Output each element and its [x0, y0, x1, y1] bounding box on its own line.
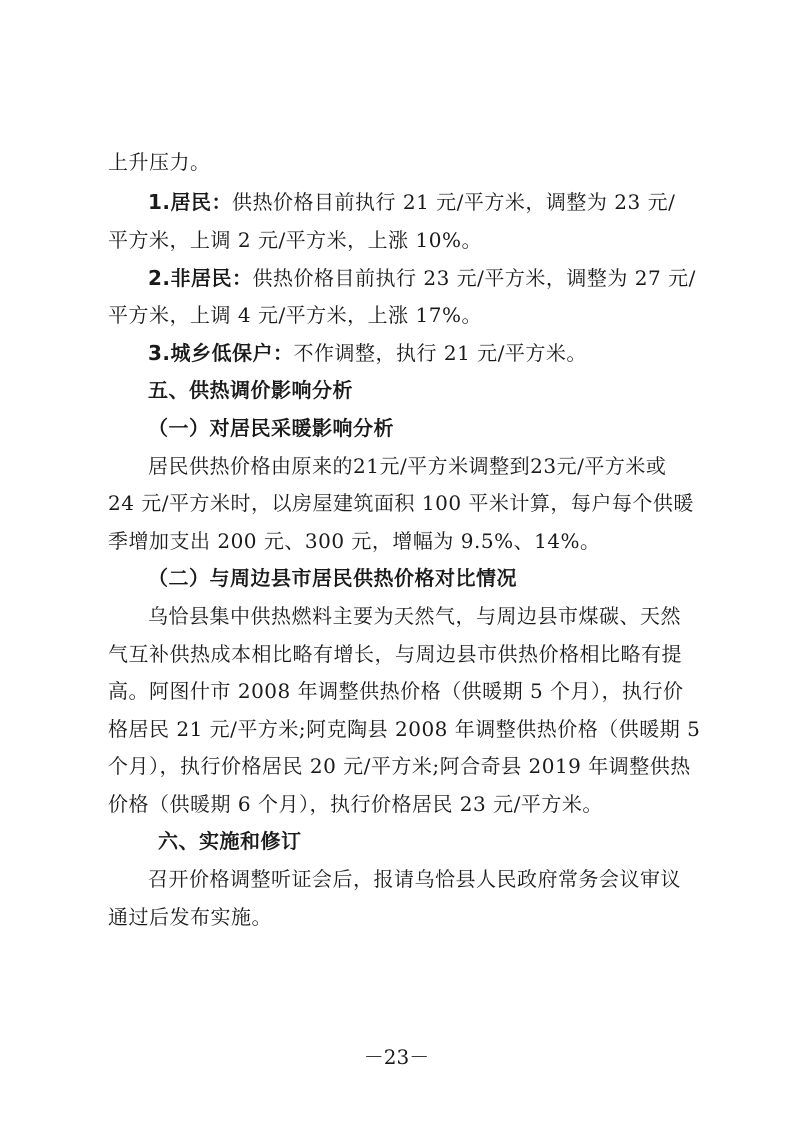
- heading-text: （一）对居民采暖影响分析: [148, 416, 394, 440]
- text-line: 乌恰县集中供热燃料主要为天然气，与周边县市煤碳、天然: [148, 604, 681, 628]
- paragraph-line-18: [108, 792, 708, 816]
- paragraph-line-13: [148, 604, 748, 628]
- item-resident: [148, 190, 706, 214]
- text-line: 气互补供热成本相比略有增长，与周边县市供热价格相比略有提: [108, 642, 682, 666]
- subsection-heading-1: [148, 416, 748, 440]
- item-label: 1.居民：: [148, 190, 233, 214]
- page-number: －23－: [363, 1045, 430, 1069]
- paragraph-line-3: [108, 228, 708, 252]
- item-text: 供热价格目前执行 23 元/平方米，调整为 27 元/: [252, 266, 696, 290]
- heading-text: 五、供热调价影响分析: [148, 378, 353, 402]
- paragraph-line-14: [108, 642, 708, 666]
- subsection-heading-2: [148, 566, 748, 590]
- paragraph-line-9: [148, 454, 748, 478]
- item-label: 3.城乡低保户：: [148, 341, 294, 365]
- text-line: 通过后发布实施。: [108, 905, 272, 929]
- paragraph-line-16: [108, 717, 708, 741]
- paragraph-line-5: [108, 303, 708, 327]
- paragraph-line-20: [148, 867, 748, 891]
- paragraph-line-21: [108, 905, 708, 929]
- text-line: 居民供热价格由原来的21元/平方米调整到23元/平方米或: [148, 454, 667, 478]
- paragraph-line-15: [108, 679, 708, 703]
- section-heading-6: [158, 829, 758, 853]
- paragraph-line-1: [108, 150, 708, 174]
- text-line: 召开价格调整听证会后，报请乌恰县人民政府常务会议审议: [148, 867, 681, 891]
- item-non-resident: [148, 266, 706, 290]
- paragraph-line-17: [108, 754, 708, 778]
- text-line: 高。阿图什市 2008 年调整供热价格（供暖期 5 个月），执行价: [108, 679, 684, 703]
- text-line: 个月），执行价格居民 20 元/平方米;阿合奇县 2019 年调整供热: [108, 754, 691, 778]
- text-line: 24 元/平方米时，以房屋建筑面积 100 平米计算，每户每个供暖: [108, 491, 694, 515]
- text-line: 平方米，上调 4 元/平方米，上涨 17%。: [108, 303, 482, 327]
- paragraph-line-10: [108, 491, 708, 515]
- item-low-income: [148, 341, 748, 365]
- item-label: 2.非居民：: [148, 266, 253, 290]
- section-heading-5: [148, 378, 748, 402]
- heading-text: 六、实施和修订: [158, 829, 302, 853]
- text-line: 格居民 21 元/平方米;阿克陶县 2008 年调整供热价格（供暖期 5: [108, 717, 701, 741]
- text-line: 价格（供暖期 6 个月），执行价格居民 23 元/平方米。: [108, 792, 603, 816]
- item-text: 不作调整，执行 21 元/平方米。: [293, 341, 587, 365]
- text-line: 平方米，上调 2 元/平方米，上涨 10%。: [108, 228, 482, 252]
- heading-text: （二）与周边县市居民供热价格对比情况: [148, 566, 517, 590]
- item-text: 供热价格目前执行 21 元/平方米，调整为 23 元/: [232, 190, 676, 214]
- text-line: 季增加支出 200 元、300 元，增幅为 9.5%、14%。: [108, 529, 601, 553]
- text-line: 上升压力。: [108, 150, 211, 174]
- paragraph-line-11: [108, 529, 708, 553]
